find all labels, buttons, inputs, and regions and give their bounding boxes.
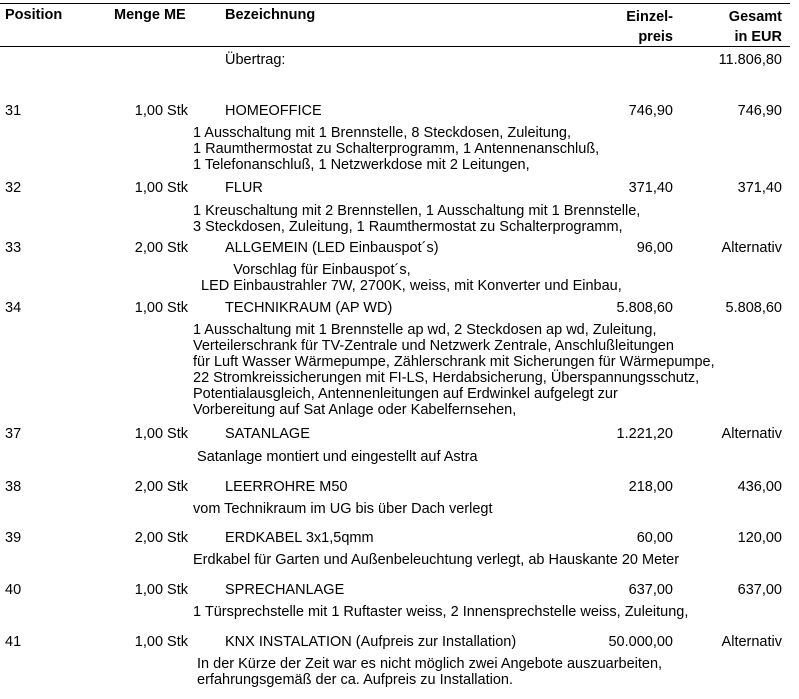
item-total: Alternativ [721,426,782,442]
item-description [193,656,662,688]
item-description [193,449,478,465]
header-unit-price-line2: preis [638,29,673,45]
item-description [193,262,622,294]
header-quantity: Menge ME [114,7,186,23]
table-row [0,632,799,652]
table-row [0,298,799,318]
header-total-line2: in EUR [734,29,782,45]
table-row [0,528,799,548]
item-position: 40 [5,582,22,598]
table-row [0,238,799,258]
description-line: 3 Steckdosen, Zuleitung, 1 Raumthermostat zu Schalterprogramm, [193,219,623,235]
header-total-line1: Gesamt [728,9,782,25]
description-line: erfahrungsgemäß der ca. Aufpreis zu Installation. [193,672,513,688]
description-line: Potentialausgleich, Antennenleitungen auf Erdwinkel aufgelegt zur [193,386,618,402]
item-unit-price: 96,00 [636,240,673,256]
item-position: 33 [5,240,22,256]
description-line: 1 Türsprechstelle mit 1 Ruftaster weiss, 2 Innensprechstelle weiss, Zuleitung, [193,604,689,620]
header-bottom-rule [0,46,790,47]
item-position: 34 [5,300,22,316]
description-line: 22 Stromkreissicherungen mit FI-LS, Herdabsicherung, Überspannungsschutz, [193,370,700,386]
item-description [193,552,679,568]
table-row [0,101,799,121]
item-total: Alternativ [721,634,782,650]
item-total: 5.808,60 [725,300,782,316]
item-unit-price: 50.000,00 [608,634,673,650]
item-position: 38 [5,479,22,495]
item-position: 32 [5,180,22,196]
description-line: Verteilerschrank für TV-Zentrale und Netzwerk Zentrale, Anschlußleitungen [193,338,674,354]
item-unit-price: 1.221,20 [616,426,673,442]
description-line: 1 Ausschaltung mit 1 Brennstelle ap wd, 2 Steckdosen ap wd, Zuleitung, [193,322,657,338]
description-line: 1 Telefonanschluß, 1 Netzwerkdose mit 2 Leitungen, [193,157,530,173]
item-position: 39 [5,530,22,546]
header-description: Bezeichnung [225,7,316,23]
item-unit-price: 5.808,60 [616,300,673,316]
item-description [193,203,640,235]
item-quantity: 2,00 Stk [134,479,188,495]
description-line: 1 Raumthermostat zu Schalterprogramm, 1 Antennenanschluß, [193,141,600,157]
item-unit-price: 218,00 [628,479,673,495]
item-position: 41 [5,634,22,650]
description-line: In der Kürze der Zeit war es nicht möglich zwei Angebote auszuarbeiten, [193,656,663,672]
item-total: 637,00 [737,582,782,598]
item-total: 371,40 [737,180,782,196]
item-name: ALLGEMEIN (LED Einbauspot´s) [225,240,439,256]
item-quantity: 1,00 Stk [134,300,188,316]
carry-over-label: Übertrag: [225,52,286,68]
item-unit-price: 746,90 [628,103,673,119]
item-name: SATANLAGE [225,426,310,442]
item-unit-price: 637,00 [628,582,673,598]
item-unit-price: 60,00 [636,530,673,546]
item-quantity: 1,00 Stk [134,426,188,442]
item-name: ERDKABEL 3x1,5qmm [225,530,374,546]
item-unit-price: 371,40 [628,180,673,196]
table-row [0,178,799,198]
item-name: SPRECHANLAGE [225,582,345,598]
table-row [0,580,799,600]
item-name: TECHNIKRAUM (AP WD) [225,300,393,316]
description-line: vom Technikraum im UG bis über Dach verlegt [193,501,493,517]
item-total: Alternativ [721,240,782,256]
description-line: Vorschlag für Einbauspot´s, [193,262,411,278]
description-line: Erdkabel für Garten und Außenbeleuchtung verlegt, ab Hauskante 20 Meter [193,552,680,568]
item-description [193,322,715,418]
item-name: LEERROHRE M50 [225,479,348,495]
header-position: Position [5,7,63,23]
description-line: 1 Kreuschaltung mit 2 Brennstellen, 1 Ausschaltung mit 1 Brennstelle, [193,203,641,219]
item-total: 120,00 [737,530,782,546]
description-line: LED Einbaustrahler 7W, 2700K, weiss, mit Konverter und Einbau, [193,278,622,294]
item-position: 37 [5,426,22,442]
item-total: 436,00 [737,479,782,495]
item-total: 746,90 [737,103,782,119]
item-name: KNX INSTALATION (Aufpreis zur Installation) [225,634,517,650]
description-line: Satanlage montiert und eingestellt auf Astra [193,449,478,465]
description-line: 1 Ausschaltung mit 1 Brennstelle, 8 Steckdosen, Zuleitung, [193,125,572,141]
item-description [193,604,688,620]
table-row [0,477,799,497]
item-quantity: 1,00 Stk [134,582,188,598]
item-name: HOMEOFFICE [225,103,322,119]
item-name: FLUR [225,180,263,196]
carry-over-row [0,50,799,70]
table-row [0,424,799,444]
item-description [193,125,599,173]
item-quantity: 2,00 Stk [134,240,188,256]
description-line: Vorbereitung auf Sat Anlage oder Kabelfernsehen, [193,402,517,418]
carry-over-amount: 11.806,80 [718,52,782,68]
item-quantity: 1,00 Stk [134,634,188,650]
item-description [193,501,493,517]
item-quantity: 1,00 Stk [134,103,188,119]
item-position: 31 [5,103,22,119]
description-line: für Luft Wasser Wärmepumpe, Zählerschrank mit Sicherungen für Wärmepumpe, [193,354,715,370]
header-top-rule [0,3,790,4]
item-quantity: 1,00 Stk [134,180,188,196]
item-quantity: 2,00 Stk [134,530,188,546]
header-unit-price-line1: Einzel- [626,9,673,25]
